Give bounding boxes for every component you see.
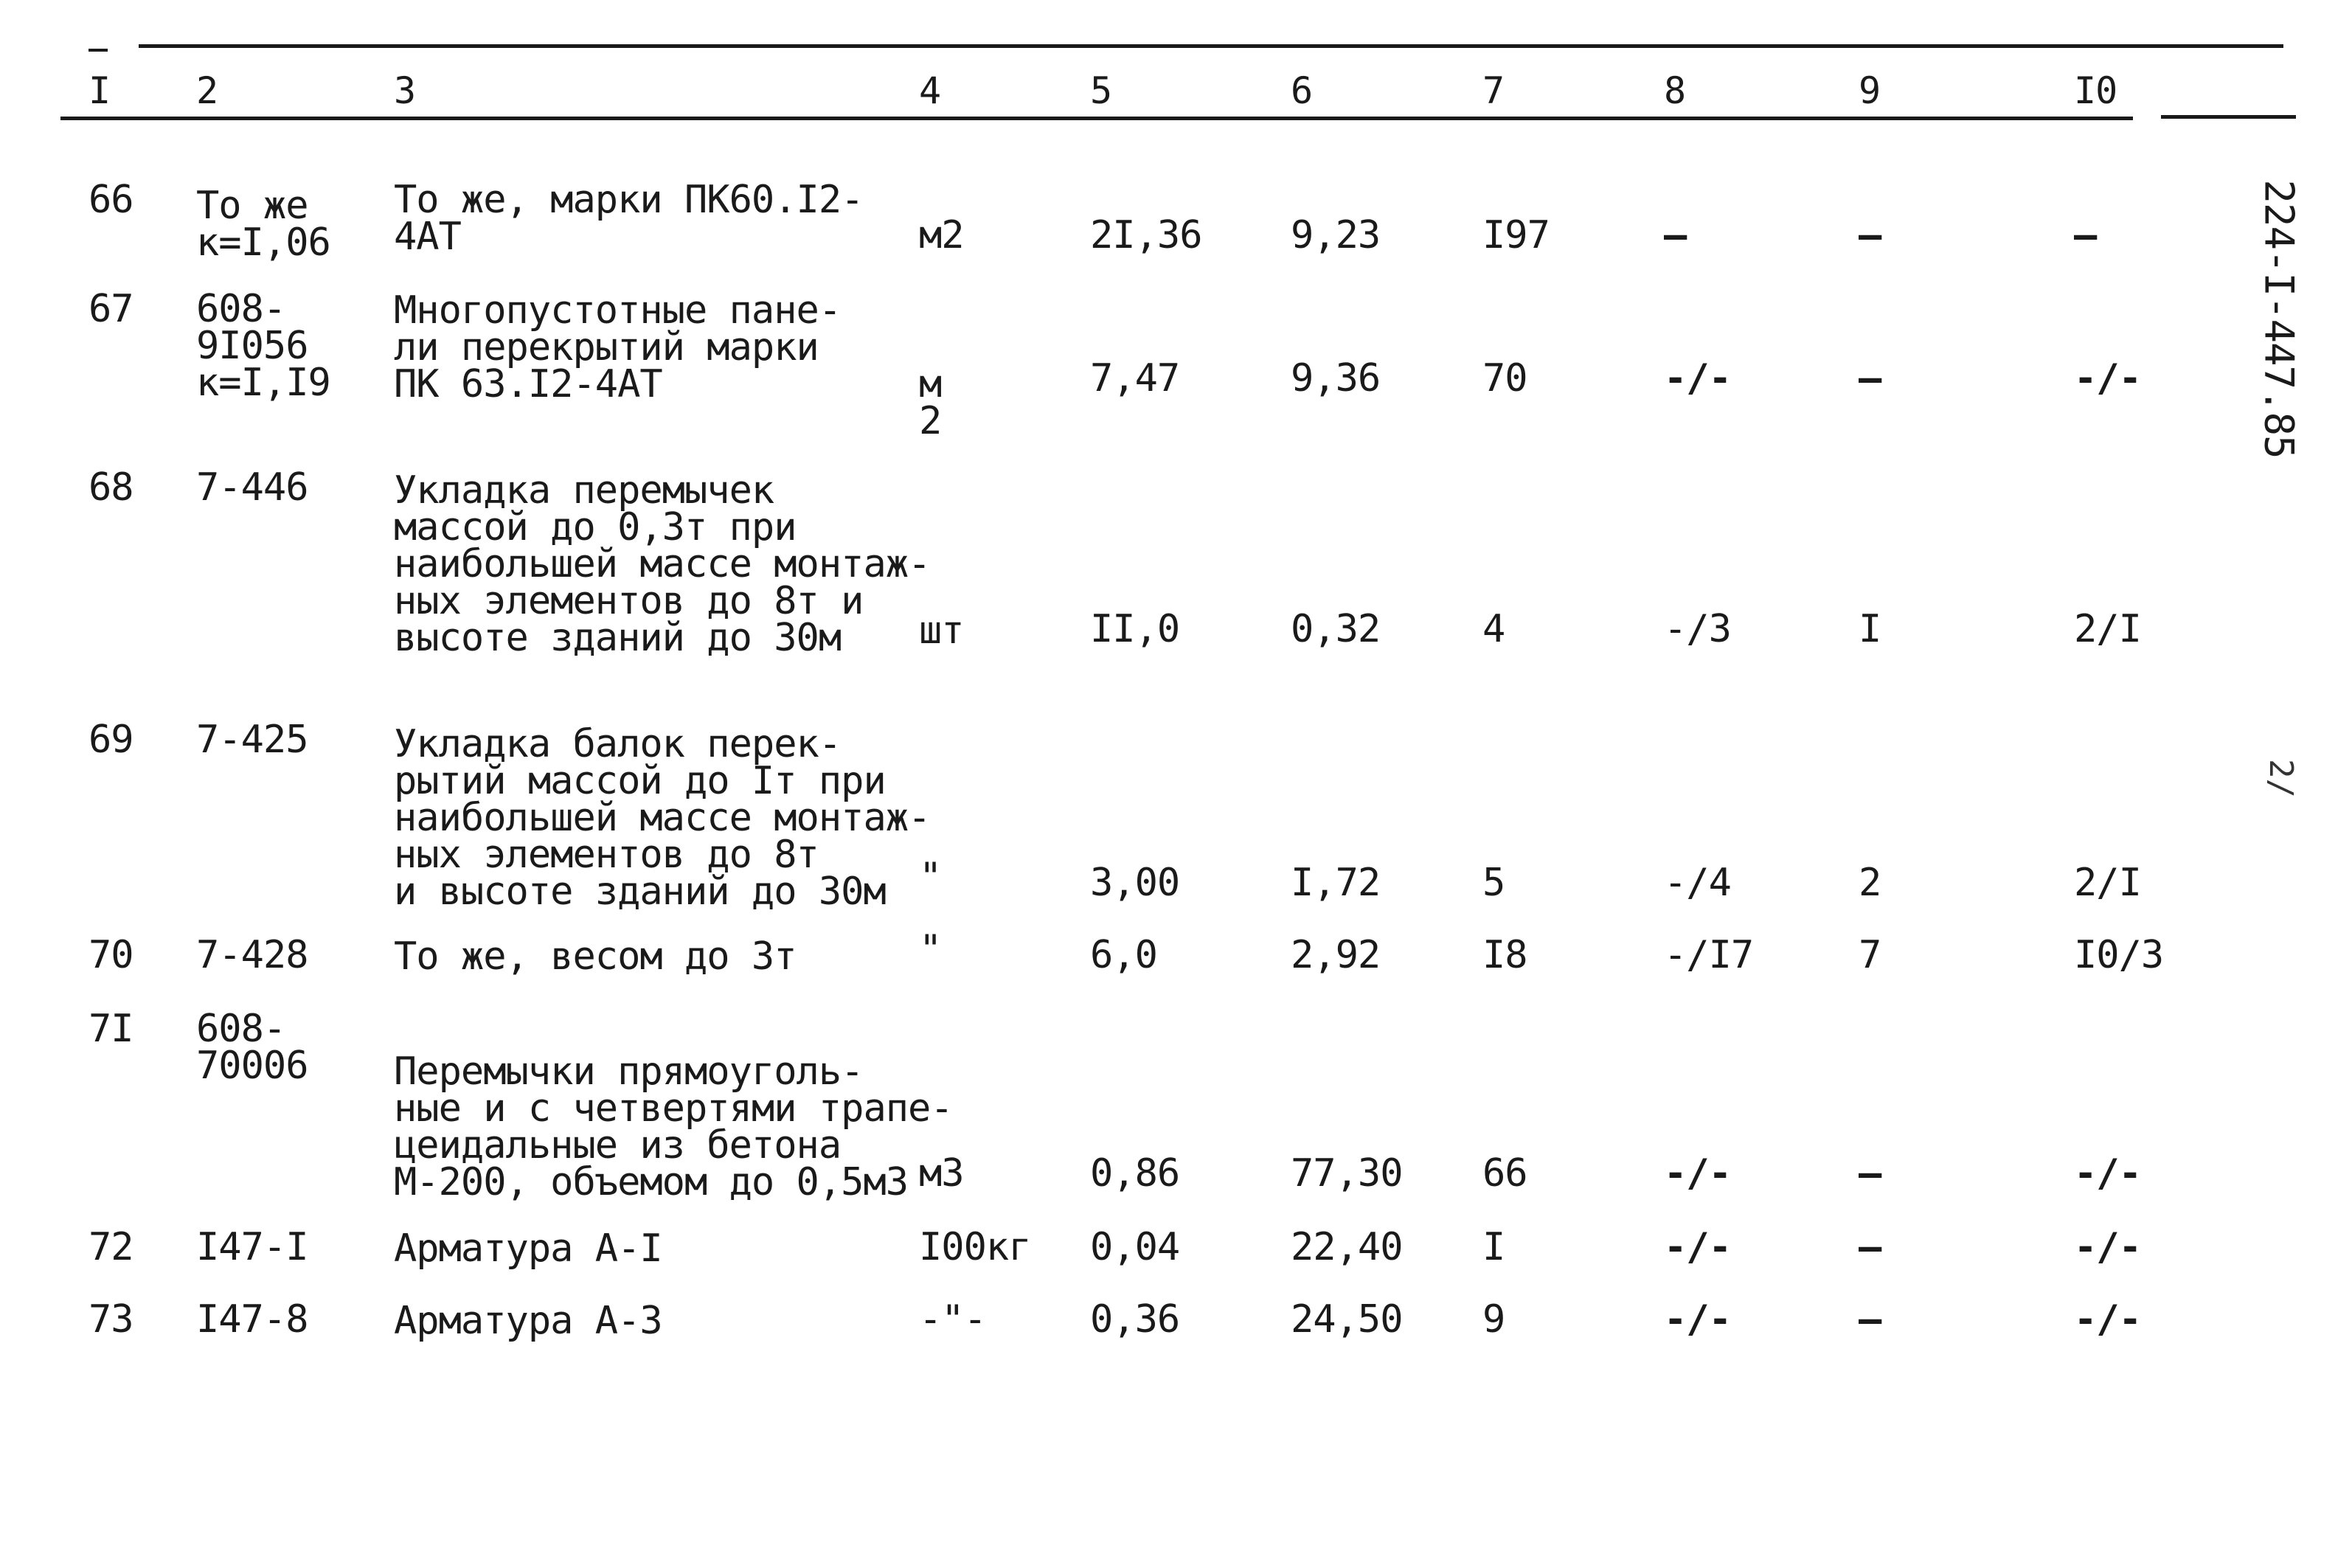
row-67-col-10: -/-	[2074, 356, 2141, 400]
row-73-col-9: –	[1859, 1297, 1881, 1342]
row-68-col-6: 0,32	[1291, 607, 1381, 651]
row-67-description: Многопустотные пане- ли перекрытий марки ПК 63.I2-4АТ	[394, 288, 842, 406]
row-66-col-10: –	[2074, 213, 2097, 257]
row-67-col-9: –	[1859, 356, 1881, 400]
row-68-description: Укладка перемычек массой до 0,3т при наибольшей массе монтаж- ных элементов до 8т и высоте зданий до 30м	[394, 468, 931, 660]
header-col-8: 8	[1664, 69, 1686, 112]
row-72-col-6: 22,40	[1291, 1225, 1403, 1269]
row-69-col-6: I,72	[1291, 861, 1381, 905]
row-71-col-10: -/-	[2074, 1151, 2141, 1196]
row-71-col-8: -/-	[1664, 1151, 1731, 1196]
top-border-line	[139, 44, 2283, 48]
row-69-code: 7-425	[196, 718, 308, 762]
row-73-description: Арматура А-3	[394, 1299, 662, 1343]
row-66-col-5: 2I,36	[1090, 213, 1202, 257]
row-70-unit: "	[919, 927, 942, 971]
row-69-unit: "	[919, 855, 942, 899]
row-72-code: I47-I	[196, 1225, 308, 1269]
row-67-col-5: 7,47	[1090, 356, 1180, 400]
row-73-col-5: 0,36	[1090, 1297, 1180, 1342]
row-70-description: То же, весом до 3т	[394, 934, 797, 979]
row-72-number: 72	[89, 1225, 133, 1269]
row-70-number: 70	[89, 933, 133, 977]
row-71-col-5: 0,86	[1090, 1151, 1180, 1196]
row-67-code: 608- 9I056 к=I,I9	[196, 287, 330, 405]
row-69-col-8: -/4	[1664, 861, 1731, 905]
header-col-2: 2	[196, 69, 218, 112]
row-66-col-7: I97	[1482, 213, 1550, 257]
row-73-col-8: -/-	[1664, 1297, 1731, 1342]
row-67-col-6: 9,36	[1291, 356, 1381, 400]
row-68-number: 68	[89, 465, 133, 510]
row-66-col-6: 9,23	[1291, 213, 1381, 257]
row-72-col-5: 0,04	[1090, 1225, 1180, 1269]
row-73-col-7: 9	[1482, 1297, 1505, 1342]
row-70-col-9: 7	[1859, 933, 1881, 977]
row-71-col-7: 66	[1482, 1151, 1527, 1196]
page-mark: 2/	[2261, 759, 2300, 798]
row-73-code: I47-8	[196, 1297, 308, 1342]
row-72-col-7: I	[1482, 1225, 1505, 1269]
row-67-unit: м 2	[919, 362, 942, 443]
row-70-col-5: 6,0	[1090, 933, 1157, 977]
header-col-10: I0	[2074, 69, 2117, 112]
row-70-col-7: I8	[1482, 933, 1527, 977]
header-underline-right	[2161, 115, 2296, 119]
row-71-description: Перемычки прямоуголь- ные и с четвертями трапе- цеидальные из бетона М-200, объемом до 0,5м3	[394, 1050, 953, 1204]
row-71-col-6: 77,30	[1291, 1151, 1403, 1196]
row-66-number: 66	[89, 178, 133, 222]
row-71-code: 608- 70006	[196, 1007, 308, 1088]
row-69-col-5: 3,00	[1090, 861, 1180, 905]
row-72-col-9: –	[1859, 1225, 1881, 1269]
header-col-3: 3	[394, 69, 416, 112]
row-67-col-8: -/-	[1664, 356, 1731, 400]
row-66-unit: м2	[919, 213, 964, 257]
row-70-col-6: 2,92	[1291, 933, 1381, 977]
row-68-col-7: 4	[1482, 607, 1505, 651]
row-68-col-9: I	[1859, 607, 1881, 651]
row-72-col-10: -/-	[2074, 1225, 2141, 1269]
row-73-unit: -"-	[919, 1297, 986, 1342]
row-73-col-10: -/-	[2074, 1297, 2141, 1342]
row-67-col-7: 70	[1482, 356, 1527, 400]
row-68-unit: шт	[919, 608, 964, 653]
row-72-col-8: -/-	[1664, 1225, 1731, 1269]
row-66-col-8: –	[1664, 213, 1687, 257]
row-67-number: 67	[89, 287, 133, 331]
document-code-vertical	[2255, 178, 2303, 459]
row-68-col-8: -/3	[1664, 607, 1731, 651]
row-70-col-8: -/I7	[1664, 933, 1754, 977]
row-69-number: 69	[89, 718, 133, 762]
header-underline	[60, 117, 2133, 120]
row-70-code: 7-428	[196, 933, 308, 977]
header-col-9: 9	[1859, 69, 1881, 112]
row-68-col-10: 2/I	[2074, 607, 2141, 651]
row-69-col-10: 2/I	[2074, 861, 2141, 905]
row-73-number: 73	[89, 1297, 133, 1342]
row-66-code: То же к=I,06	[196, 184, 330, 265]
row-68-col-5: II,0	[1090, 607, 1180, 651]
row-71-col-9: –	[1859, 1151, 1881, 1196]
row-73-col-6: 24,50	[1291, 1297, 1403, 1342]
header-col-7: 7	[1482, 69, 1505, 112]
row-68-code: 7-446	[196, 465, 308, 510]
header-col-5: 5	[1090, 69, 1112, 112]
row-72-unit: I00кг	[919, 1225, 1031, 1269]
header-col-6: 6	[1291, 69, 1313, 112]
row-66-col-9: –	[1859, 213, 1881, 257]
row-71-unit: м3	[919, 1151, 964, 1196]
header-col-1: I	[89, 69, 111, 112]
row-69-col-7: 5	[1482, 861, 1505, 905]
row-66-description: То же, марки ПК60.I2- 4АТ	[394, 178, 864, 259]
row-69-col-9: 2	[1859, 861, 1881, 905]
row-72-description: Арматура А-I	[394, 1227, 662, 1271]
row-69-description: Укладка балок перек- рытий массой до Iт при наибольшей массе монтаж- ных элементов до 8т и высоте зданий до 30м	[394, 722, 931, 914]
row-71-number: 7I	[89, 1007, 133, 1051]
row-70-col-10: I0/3	[2074, 933, 2164, 977]
document-code-text: 224-I-447.85	[2255, 178, 2303, 459]
top-left-dash	[89, 49, 108, 52]
header-col-4: 4	[919, 69, 941, 112]
